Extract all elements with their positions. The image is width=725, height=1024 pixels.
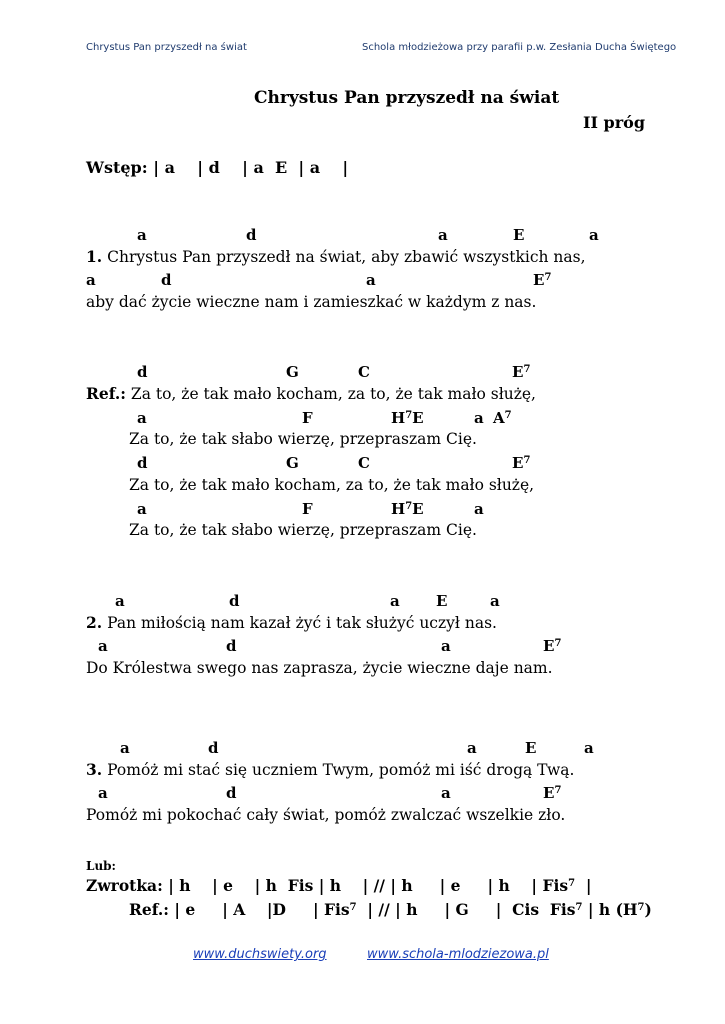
- chord-root: E: [512, 454, 524, 472]
- intro-line: [86, 158, 348, 177]
- chord: [391, 409, 424, 427]
- chord: a: [137, 500, 147, 518]
- chord-sup: 7: [523, 455, 531, 466]
- chord: [512, 454, 530, 472]
- chord-root: A: [493, 409, 505, 427]
- capo-note: II próg: [583, 113, 646, 132]
- header-right: Schola młodzieżowa przy parafii p.w. Zesłania Ducha Świętego: [362, 42, 677, 53]
- alt-verse-end: |: [575, 876, 592, 895]
- intro-chords: | a | d | a E | a |: [153, 158, 349, 177]
- chord: a: [438, 226, 448, 244]
- header-left: Chrystus Pan przyszedł na świat: [86, 42, 247, 53]
- alt-ref-chords: | e | A |D | Fis: [174, 900, 350, 919]
- chord-sup: 7: [568, 878, 576, 889]
- alt-label: Lub:: [86, 859, 116, 873]
- alt-verse-chords: | h | e | h Fis | h | // | h | e | h | Fis: [168, 876, 569, 895]
- chord-root: H: [391, 500, 406, 518]
- chord: F: [302, 500, 313, 518]
- lyric-line: Do Królestwa swego nas zaprasza, życie wieczne daje nam.: [86, 659, 553, 677]
- lyric-line: [86, 613, 497, 632]
- chord: a: [98, 637, 108, 655]
- verse-number: 2.: [86, 613, 103, 632]
- chord: C: [358, 454, 370, 472]
- alt-ref-line: [129, 900, 652, 919]
- chord-root: H: [391, 409, 406, 427]
- chord: [493, 409, 512, 427]
- chord-sup: 7: [504, 410, 512, 421]
- chord: a: [98, 784, 108, 802]
- chord-sup: 7: [554, 638, 562, 649]
- chord-sup: 7: [554, 785, 562, 796]
- lyric-line: Za to, że tak słabo wierzę, przepraszam Cię.: [129, 430, 477, 448]
- footer-link-schola[interactable]: www.schola-mlodziezowa.pl: [367, 947, 549, 962]
- alt-ref-chords: ): [644, 900, 652, 919]
- alt-ref-chords: | h (H: [582, 900, 638, 919]
- lyric-line: [86, 760, 574, 779]
- chord-root: E: [512, 363, 524, 381]
- chord: a: [467, 739, 477, 757]
- chord: d: [246, 226, 257, 244]
- alt-verse-line: [86, 876, 591, 895]
- chord: a: [441, 637, 451, 655]
- footer-link-duchswiety[interactable]: www.duchswiety.org: [193, 947, 327, 962]
- chord: a: [441, 784, 451, 802]
- chord: C: [358, 363, 370, 381]
- chord: a: [120, 739, 130, 757]
- chord: a: [490, 592, 500, 610]
- chord: a: [137, 226, 147, 244]
- chord: d: [161, 271, 172, 289]
- chord: [543, 637, 561, 655]
- chord: a: [474, 500, 484, 518]
- chord: d: [226, 637, 237, 655]
- chord: d: [226, 784, 237, 802]
- alt-verse-label: Zwrotka:: [86, 876, 163, 895]
- chord-sup: 7: [405, 410, 413, 421]
- chord: a: [366, 271, 376, 289]
- chord: G: [286, 454, 299, 472]
- chord: a: [137, 409, 147, 427]
- alt-ref-chords: | // | h | G | Cis Fis: [356, 900, 576, 919]
- chord: d: [229, 592, 240, 610]
- chord: d: [137, 363, 148, 381]
- chord: a: [390, 592, 400, 610]
- chord: G: [286, 363, 299, 381]
- lyric-line: [86, 247, 586, 266]
- song-title: Chrystus Pan przyszedł na świat: [254, 88, 560, 108]
- lyric-line: Pomóż mi pokochać cały świat, pomóż zwalczać wszelkie zło.: [86, 806, 566, 824]
- chord: d: [208, 739, 219, 757]
- chord: a: [474, 409, 484, 427]
- chord: E: [513, 226, 525, 244]
- lyric-line: aby dać życie wieczne nam i zamieszkać w każdym z nas.: [86, 293, 537, 311]
- chord: a: [584, 739, 594, 757]
- chord: a: [115, 592, 125, 610]
- chord: [533, 271, 551, 289]
- chord-sup: 7: [523, 364, 531, 375]
- intro-label: Wstęp:: [86, 158, 148, 177]
- lyric-text: Za to, że tak mało kocham, za to, że tak mało służę,: [130, 385, 536, 403]
- lyric-text: Chrystus Pan przyszedł na świat, aby zbawić wszystkich nas,: [107, 248, 586, 266]
- lyric-line: Za to, że tak słabo wierzę, przepraszam Cię.: [129, 521, 477, 539]
- chord-root: E: [412, 500, 424, 518]
- chord-sup: 7: [544, 272, 552, 283]
- chord: a: [589, 226, 599, 244]
- chord: F: [302, 409, 313, 427]
- lyric-line: Za to, że tak mało kocham, za to, że tak mało służę,: [129, 476, 535, 494]
- chord: E: [525, 739, 537, 757]
- lyric-line: [86, 384, 536, 403]
- chord: [543, 784, 561, 802]
- chord: E: [436, 592, 448, 610]
- chord: [512, 363, 530, 381]
- chord-sup: 7: [575, 902, 583, 913]
- chord-root: E: [533, 271, 545, 289]
- chord: [391, 500, 424, 518]
- lyric-text: Pomóż mi stać się uczniem Twym, pomóż mi iść drogą Twą.: [107, 761, 575, 779]
- chord-root: E: [543, 637, 555, 655]
- lyric-text: Pan miłością nam kazał żyć i tak służyć uczył nas.: [107, 614, 497, 632]
- chord: d: [137, 454, 148, 472]
- refrain-label: Ref.:: [86, 384, 126, 403]
- chord-sup: 7: [637, 902, 645, 913]
- chord-sup: 7: [405, 501, 413, 512]
- chord-sup: 7: [349, 902, 357, 913]
- verse-number: 1.: [86, 247, 103, 266]
- alt-ref-label: Ref.:: [129, 900, 169, 919]
- chord-root: E: [543, 784, 555, 802]
- verse-number: 3.: [86, 760, 103, 779]
- chord-root: E: [412, 409, 424, 427]
- chord: a: [86, 271, 96, 289]
